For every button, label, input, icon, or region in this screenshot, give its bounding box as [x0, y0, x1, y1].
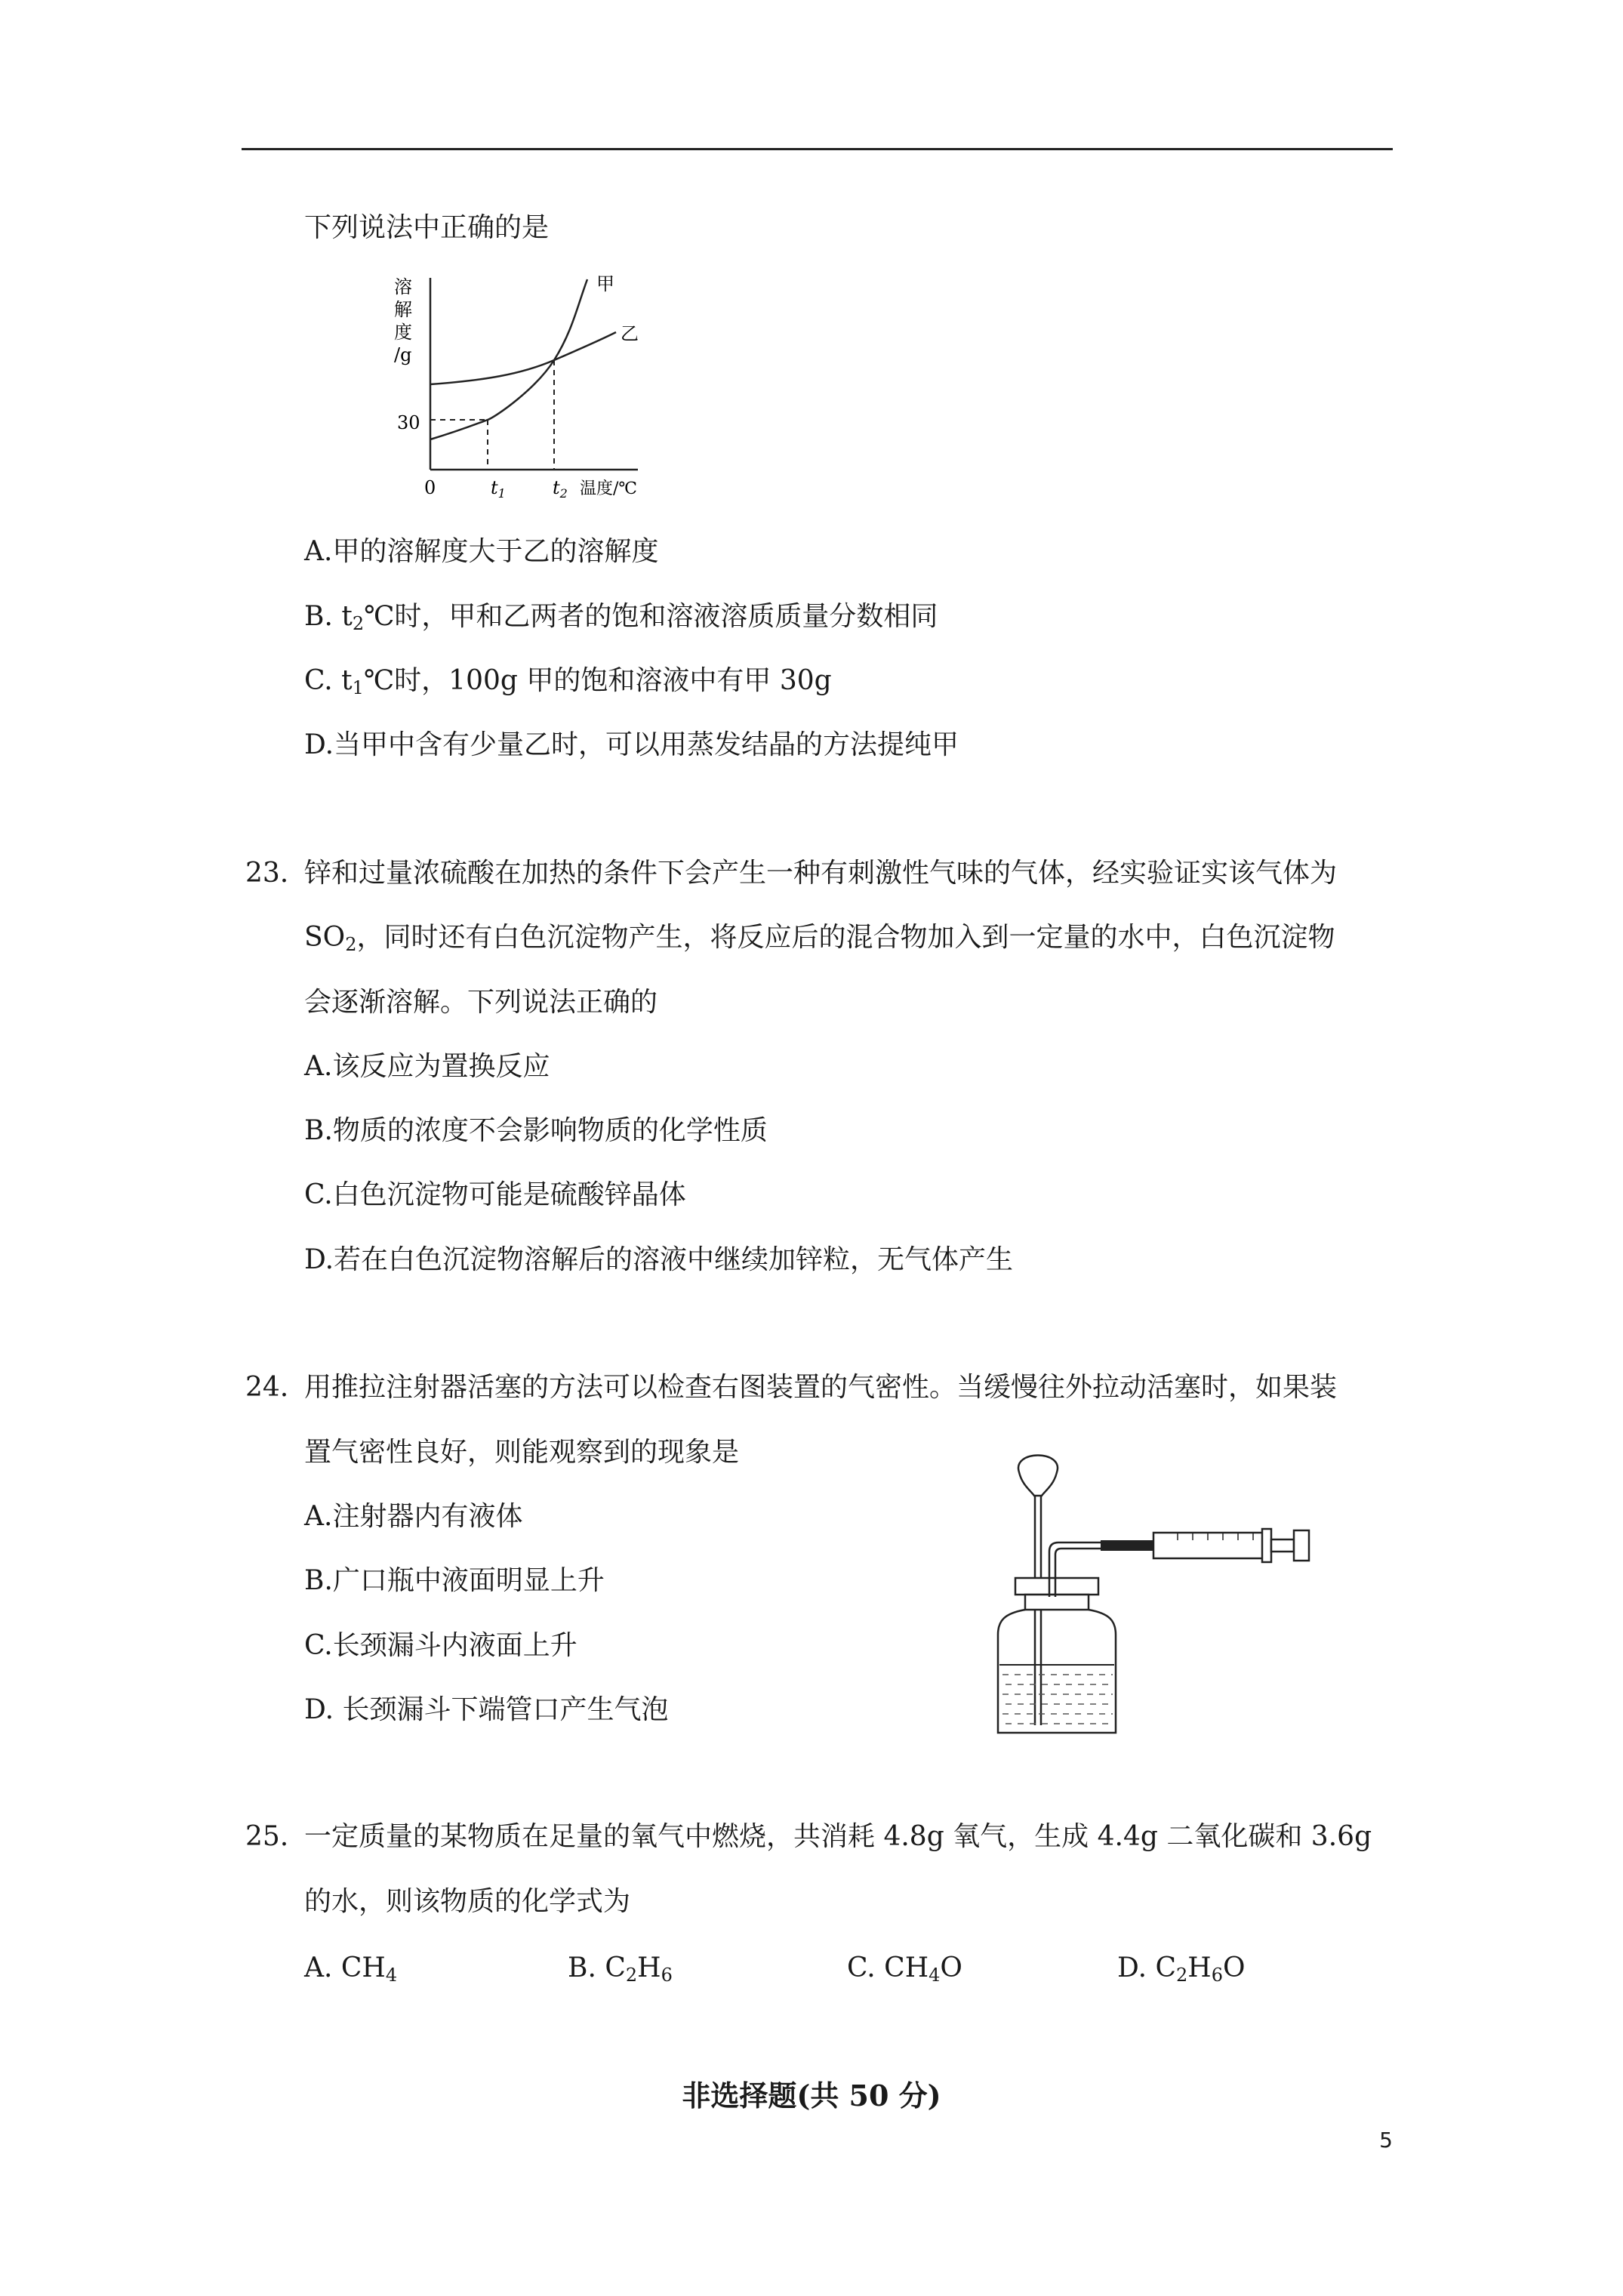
header-rule: [242, 148, 1393, 150]
q23-stem-line2: $SO_2$，同时还有白色沉淀物产生，将反应后的混合物加入到一定量的水中，白色沉淀物: [304, 922, 1335, 955]
q24-option-d: D. 长颈漏斗下端管口产生气泡: [304, 1694, 669, 1725]
ylabel-char-3: 度: [394, 322, 412, 343]
curve-yi: [430, 332, 616, 384]
liquid-hatching: [1002, 1675, 1113, 1724]
q24-stem-line1: 用推拉注射器活塞的方法可以检查右图装置的气密性。当缓慢往外拉动活塞时，如果装: [304, 1372, 1338, 1403]
ylabel-char-4: /g: [394, 344, 412, 365]
q22-option-a: A.甲的溶解度大于乙的溶解度: [304, 536, 659, 567]
ylabel-char-2: 解: [394, 299, 412, 320]
page-number: 5: [1379, 2128, 1393, 2153]
q22-option-d: D.当甲中含有少量乙时，可以用蒸发结晶的方法提纯甲: [304, 729, 959, 760]
q24-number: 24.: [245, 1372, 289, 1403]
ylabel-char-1: 溶: [394, 276, 412, 297]
rubber-connector: [1101, 1540, 1153, 1551]
q22-option-c: C. $t_1℃$时，100g 甲的饱和溶液中有甲 30g: [304, 665, 832, 698]
q25-stem-line2: 的水，则该物质的化学式为: [304, 1886, 631, 1917]
q24-option-c: C.长颈漏斗内液面上升: [304, 1630, 577, 1661]
q22-stem-tail: 下列说法中正确的是: [304, 212, 550, 243]
airtightness-apparatus-figure: [981, 1446, 1329, 1748]
stopper: [1015, 1578, 1098, 1595]
q23-option-d: D.若在白色沉淀物溶解后的溶液中继续加锌粒，无气体产生: [304, 1244, 1014, 1275]
bottle-neck: [1025, 1595, 1089, 1610]
q25-option-d: D. $C_2H_6O$: [1117, 1952, 1246, 1986]
plunger-handle: [1294, 1530, 1309, 1561]
q25-number: 25.: [245, 1821, 289, 1852]
q24-stem-line2: 置气密性良好，则能观察到的现象是: [304, 1437, 740, 1468]
section-title: 非选择题(共 50 分): [682, 2079, 941, 2113]
syringe-flange: [1262, 1529, 1271, 1562]
q25-option-c: C. $CH_4O$: [847, 1952, 962, 1986]
curve-jia-label: 甲: [596, 273, 614, 294]
origin-label: 0: [424, 477, 436, 498]
q23-stem-line3: 会逐渐溶解。下列说法正确的: [304, 987, 658, 1018]
q24-option-b: B.广口瓶中液面明显上升: [304, 1565, 605, 1596]
q25-option-a: A. $CH_4$: [304, 1952, 398, 1986]
q23-number: 23.: [245, 858, 289, 889]
q25-stem-line1: 一定质量的某物质在足量的氧气中燃烧，共消耗 4.8g 氧气，生成 4.4g 二氧化碳和 3.6g: [304, 1821, 1372, 1852]
x-axis-label: 温度/℃: [580, 479, 638, 498]
q23-stem-line1: 锌和过量浓硫酸在加热的条件下会产生一种有刺激性气味的气体，经实验证实该气体为: [304, 858, 1338, 889]
solubility-curve-figure: [377, 272, 649, 502]
curve-jia: [430, 279, 587, 439]
x-tick-t2: $t_2$: [553, 477, 568, 501]
curve-yi-label: 乙: [621, 323, 639, 344]
q24-option-a: A.注射器内有液体: [304, 1501, 523, 1532]
y-tick-30: 30: [397, 412, 420, 433]
x-tick-t1: $t_1$: [491, 477, 506, 501]
q22-option-b: B. $t_2℃$时，甲和乙两者的饱和溶液溶质质量分数相同: [304, 601, 938, 634]
syringe-barrel: [1153, 1533, 1267, 1558]
q23-option-b: B.物质的浓度不会影响物质的化学性质: [304, 1115, 768, 1146]
q25-option-b: B. $C_2H_6$: [568, 1952, 673, 1986]
q23-option-c: C.白色沉淀物可能是硫酸锌晶体: [304, 1179, 686, 1210]
q23-option-a: A.该反应为置换反应: [304, 1051, 550, 1082]
plunger-rod: [1271, 1539, 1294, 1552]
funnel-cup: [1018, 1456, 1058, 1496]
